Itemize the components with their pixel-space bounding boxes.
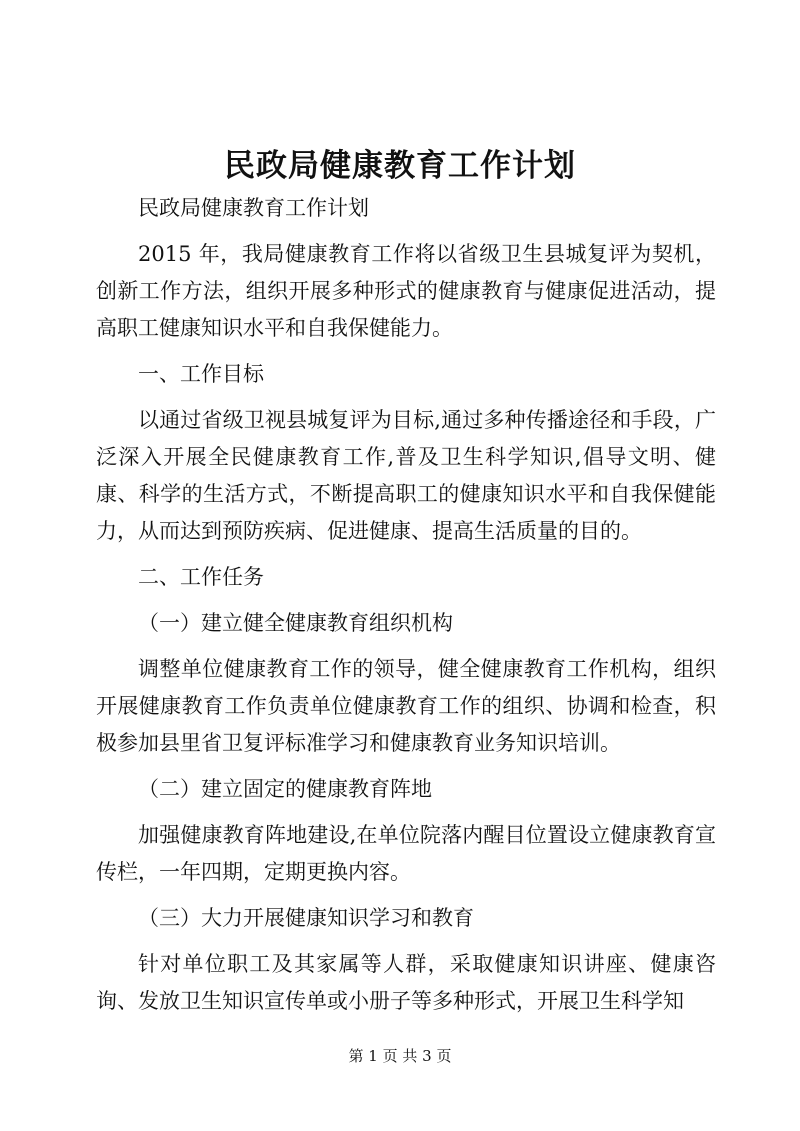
paragraph-subtitle: 民政局健康教育工作计划	[138, 196, 369, 220]
heading-subsection-1: （一）建立健全健康教育组织机构	[138, 611, 453, 635]
heading-subsection-3: （三）大力开展健康知识学习和教育	[138, 906, 474, 930]
heading-subsection-2: （二）建立固定的健康教育阵地	[138, 777, 432, 801]
heading-section-1: 一、工作目标	[138, 362, 264, 386]
paragraph-goals: 以通过省级卫视县城复评为目标,通过多种传播途径和手段，广泛深入开展全民健康教育工作,普及卫生科学知识,倡导文明、健康、科学的生活方式，不断提高职工的健康知识水平和自我保健能力，从而达到预防疾病、促进健康、提高生活质量的目的。	[96, 408, 716, 543]
paragraph-education: 针对单位职工及其家属等人群，采取健康知识讲座、健康咨询、发放卫生知识宣传单或小册子等多种形式，开展卫生科学知	[96, 952, 716, 1013]
page-footer: 第 1 页 共 3 页	[348, 1047, 452, 1065]
document-body	[96, 190, 716, 1029]
heading-section-2: 二、工作任务	[138, 565, 264, 589]
paragraph-bulletin: 加强健康教育阵地建设,在单位院落内醒目位置设立健康教育宣传栏，一年四期，定期更换内容。	[96, 823, 716, 884]
paragraph-intro: 2015 年，我局健康教育工作将以省级卫生县城复评为契机，创新工作方法，组织开展多种形式的健康教育与健康促进活动，提高职工健康知识水平和自我保健能力。	[96, 242, 716, 340]
paragraph-organization: 调整单位健康教育工作的领导，健全健康教育工作机构，组织开展健康教育工作负责单位健康教育工作的组织、协调和检查，积极参加县里省卫复评标准学习和健康教育业务知识培训。	[96, 657, 716, 755]
document-title: 民政局健康教育工作计划	[224, 148, 576, 184]
